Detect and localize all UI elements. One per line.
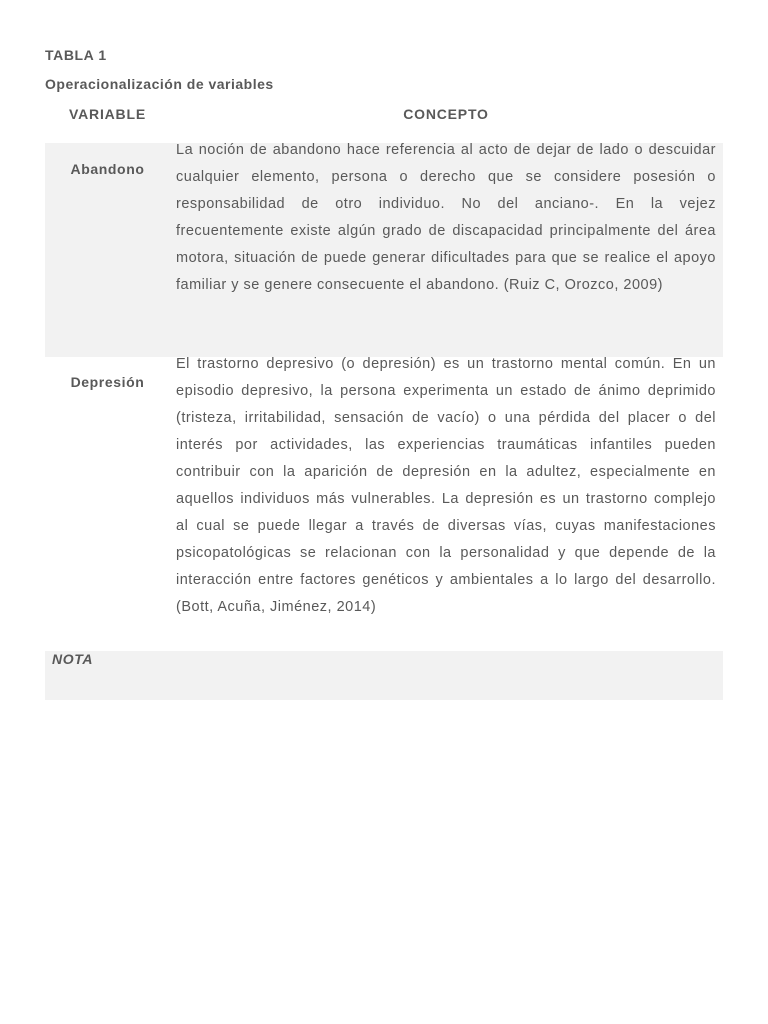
- table-label: TABLA 1: [45, 47, 107, 63]
- variable-name: Depresión: [70, 374, 145, 390]
- concept-text: El trastorno depresivo (o depresión) es un trastorno mental común. En un episodio depresivo, la persona experimenta un estado de ánimo deprimido (tristeza, irritabilidad, sensación de vacío) o una pérdida del placer o del interés por actividades, las experiencias traumáticas infantiles pueden contribuir con la aparición de depresión en la adultez, especialmente en aquellos individuos más vulnerables. La depresión es un trastorno complejo al cual se puede llegar a través de diversas vías, cuyas manifestaciones psicopatológicas se relacionan con la personalidad y que depende de la interacción entre factores genéticos y ambientales a lo largo del desarrollo. (Bott, Acuña, Jiménez, 2014): [176, 356, 716, 615]
- table-header-variable: VARIABLE: [69, 106, 146, 122]
- table-row-abandono: [45, 143, 723, 357]
- variable-name: Abandono: [70, 161, 145, 177]
- table-row-depresion: [45, 357, 723, 651]
- table-title: Operacionalización de variables: [45, 76, 274, 92]
- table-row-nota: [45, 651, 723, 700]
- concept-text: La noción de abandono hace referencia al acto de dejar de lado o descuidar cualquier elemento, persona o derecho que se considere posesión o responsabilidad de otro individuo. No del anciano-. En la vejez frecuentemente existe algún grado de discapacidad principalmente del área motora, situación de puede generar dificultades para que se realice el apoyo familiar y se genere consecuente el abandono. (Ruiz C, Orozco, 2009): [176, 142, 716, 293]
- table-header-concepto: CONCEPTO: [403, 106, 489, 122]
- note-label: NOTA: [52, 651, 94, 667]
